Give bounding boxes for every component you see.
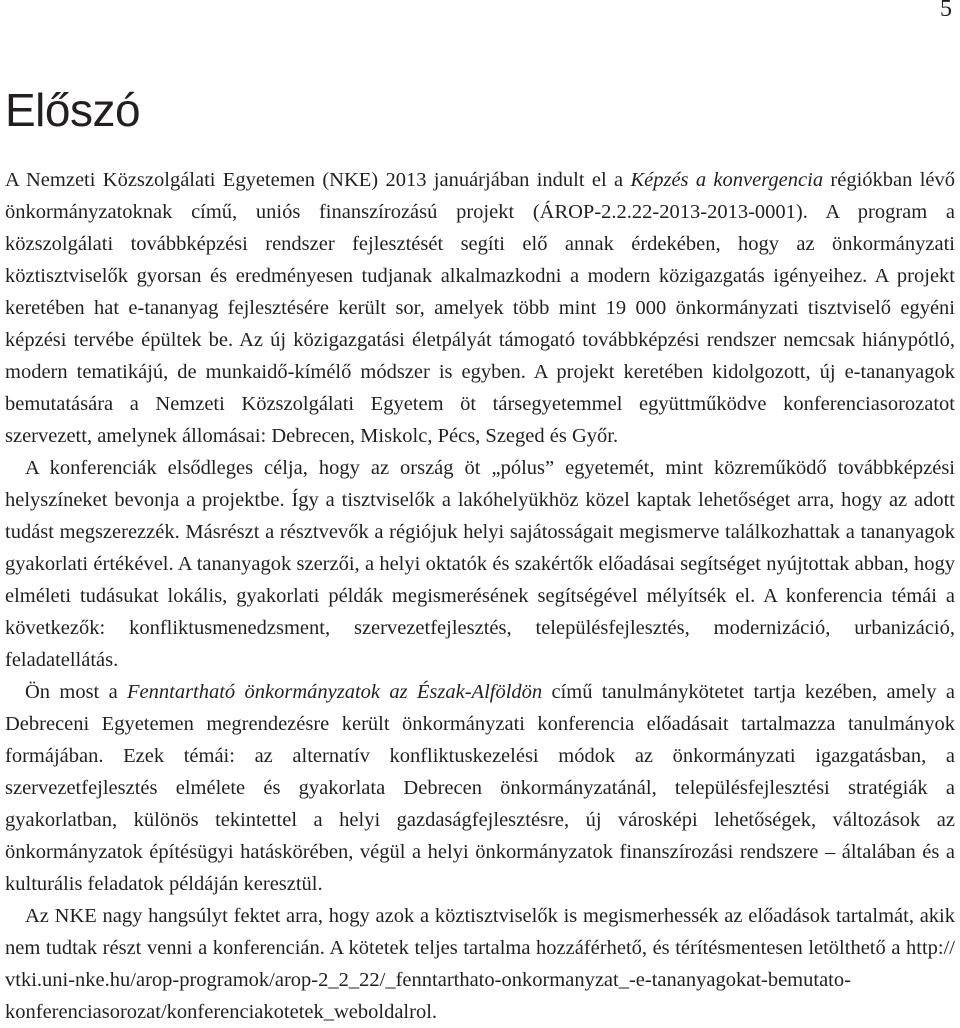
paragraph-text: régiókban lévő önkormányzatoknak bbox=[5, 169, 955, 223]
paragraph-text: Az NKE nagy hangsúlyt fektet arra, hogy azok a köztisztviselők is megismerhessék az előadások tartalmát, akik nem tudtak részt venni a konferencián. A kötetek teljes tartalma hozzáférhető, és térítésmentesen letölthető a bbox=[5, 905, 955, 959]
paragraph-volume bbox=[5, 676, 955, 900]
paragraph-text: A konferenciák elsődleges célja, hogy az ország öt „pólus” egyetemét, mint közreműködő továbbképzési helyszíneket bevonja a projektbe. Így a tisztviselők a lakóhelyükhöz közel kaptak lehetőséget arra, hogy az adott tudást megszerezzék. Másrészt a résztvevők a régiójuk helyi sajátosságait megismerve találkozhattak a tananyagok gyakorlati értékével. A tananyagok szerzői, a helyi oktatók és szakértők előadásai segítséget nyújtottak abban, hogy elméleti tudásukat lokális, gyakorlati példák megismerésének segítségével mélyítsék el. A konferencia témái a következők: konfliktusmenedzsment, szervezetfejlesztés, településfejlesztés, modernizáció, urbanizáció, feladatellátás. bbox=[5, 457, 955, 671]
paragraph-text: című, uniós finanszírozású projekt (ÁROP-2.2.22-2013-2013-0001). A program a közszolgálati továbbképzési rendszer fejlesztését segíti elő annak érdekében, hogy az önkormányzati köztisztviselők gyorsan és eredményesen tudjanak alkalmazkodni a modern közigazgatás igényeihez. A projekt keretében hat e-tananyag fejlesztésére került sor, amelyek több mint 19 000 önkormányzati tisztviselő egyéni képzési tervébe épültek be. Az új közigazgatási életpályát támogató továbbképzési rendszer nemcsak hiánypótló, modern tematikájú, de munkaidő-kímélő módszer is egyben. A projekt keretében kidolgozott, új e-tananyagok bemutatására a Nemzeti Közszolgálati Egyetem öt társegyetemmel együttműködve konferenciasorozatot szervezett, amelynek állomásai: Debrecen, Miskolc, Pécs, Szeged és Győr. bbox=[5, 201, 955, 447]
paragraph-conference-goals bbox=[5, 452, 955, 676]
project-title-italic: Képzés a konvergencia bbox=[630, 169, 824, 191]
page-title: Előszó bbox=[5, 84, 141, 136]
download-url: http://vtki.uni-nke.hu/arop-programok/arop-2_2_22/_fenntarthato-onkormanyzat_-e-tananyagokat-bemutato-konferenciasorozat/konferenciakotetek_weboldalrol bbox=[5, 937, 955, 1023]
paragraph-text: című tanulmánykötetet tartja kezében, amely a Debreceni Egyetemen megrendezésre került önkormányzati konferencia előadásait tartalmazza tanulmányok formájában. Ezek témái: az alternatív konfliktuskezelési módok az önkormányzati igazgatásban, a szervezetfejlesztés elmélete és gyakorlata Debrecen önkormányzatánál, településfejlesztési stratégiák a gyakorlatban, különös tekintettel a helyi gazdaságfejlesztésre, új városképi lehetőségek, változások az önkormányzatok építésügyi hatáskörében, végül a helyi önkormányzatok finanszírozási rendszere – általában és a kulturális feladatok példáján keresztül. bbox=[5, 681, 955, 895]
paragraph-text: Ön most a bbox=[25, 681, 127, 703]
paragraph-text: . bbox=[431, 1001, 438, 1023]
body-text bbox=[5, 164, 955, 1028]
paragraph-text: A Nemzeti Közszolgálati Egyetemen (NKE) 2013 januárjában indult el a bbox=[5, 169, 631, 191]
page-number: 5 bbox=[940, 0, 952, 22]
paragraph-intro bbox=[5, 164, 955, 452]
paragraph-availability bbox=[5, 900, 955, 1028]
volume-title-italic: Fenntartható önkormányzatok az Észak-Alföldön bbox=[127, 681, 543, 703]
